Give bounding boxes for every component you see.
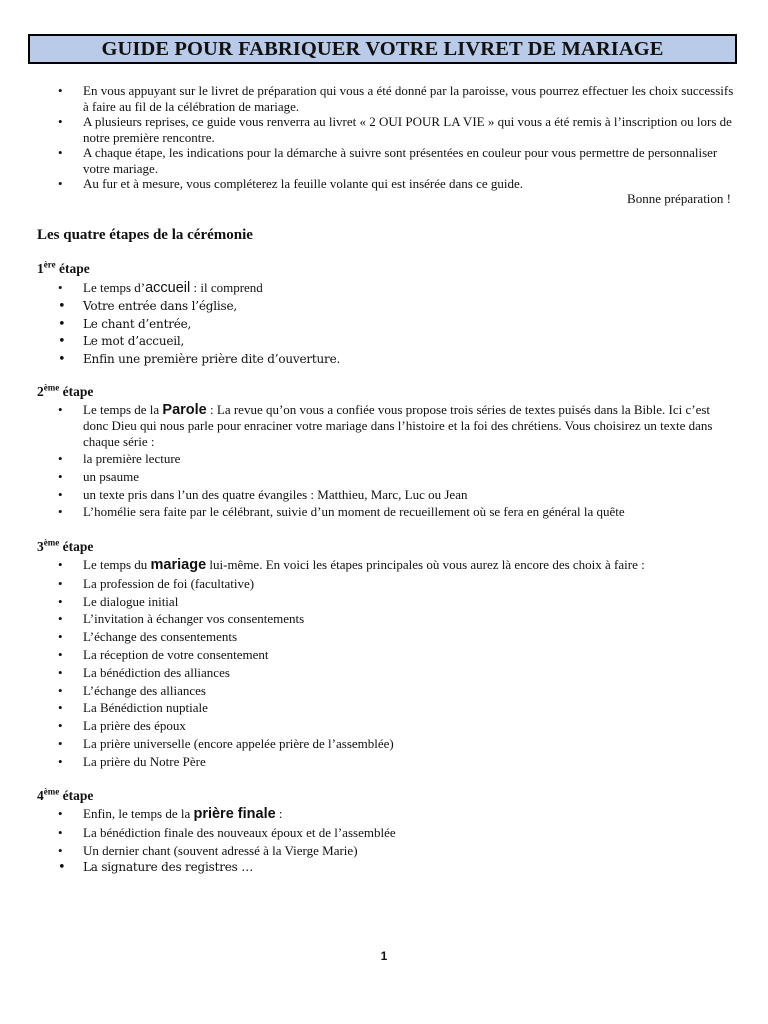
etape-2-list xyxy=(0,402,768,521)
list-item: • L’échange des consentements xyxy=(0,628,768,646)
list-item: • L’échange des alliances xyxy=(0,682,768,700)
list-item: • Votre entrée dans l’église, xyxy=(0,298,768,316)
list-item: • Enfin, le temps de la prière finale : xyxy=(0,805,768,824)
list-item: • Un dernier chant (souvent adressé à la Vierge Marie) xyxy=(0,842,768,860)
list-item: • A plusieurs reprises, ce guide vous renverra au livret « 2 OUI POUR LA VIE » qui vous a été remis à l’inscription ou lors de notre première rencontre. xyxy=(0,114,768,145)
list-item: • Le mot d’accueil, xyxy=(0,333,768,351)
list-item: • La prière des époux xyxy=(0,717,768,735)
etape-heading-4: 4ème étape xyxy=(37,786,94,803)
list-item: • La signature des registres … xyxy=(0,859,768,877)
list-item: • un texte pris dans l’un des quatre évangiles : Matthieu, Marc, Luc ou Jean xyxy=(0,486,768,504)
list-item: • Le temps du mariage lui-même. En voici les étapes principales où vous aurez là encore des choix à faire : xyxy=(0,556,768,575)
list-item: • Le temps de la Parole : La revue qu’on vous a confiée vous propose trois séries de textes puisés dans la Bible. Ici c’est donc Dieu qui nous parle pour enraciner votre mariage dans l’histoire et la foi des chrétiens. Vous choisirez un texte dans chaque série : xyxy=(0,402,768,450)
closing-text: Bonne préparation ! xyxy=(627,191,731,206)
etape-heading-3: 3ème étape xyxy=(37,537,94,554)
list-item: • La Bénédiction nuptiale xyxy=(0,699,768,717)
list-item: • La profession de foi (facultative) xyxy=(0,575,768,593)
page-number: 1 xyxy=(380,949,388,963)
list-item: • Au fur et à mesure, vous compléterez la feuille volante qui est insérée dans ce guide. xyxy=(0,176,768,192)
list-item: • La prière universelle (encore appelée prière de l’assemblée) xyxy=(0,735,768,753)
intro-list xyxy=(0,83,768,192)
list-item: • La bénédiction finale des nouveaux époux et de l’assemblée xyxy=(0,824,768,842)
etape-1-list xyxy=(0,279,768,369)
list-item: • la première lecture xyxy=(0,450,768,468)
etape-4-list xyxy=(0,805,768,877)
etape-heading-2: 2ème étape xyxy=(37,382,94,399)
etape-heading-1: 1ère étape xyxy=(37,259,90,276)
section-title: Les quatre étapes de la cérémonie xyxy=(37,227,253,243)
list-item: • La bénédiction des alliances xyxy=(0,664,768,682)
list-item: • L’homélie sera faite par le célébrant, suivie d’un moment de recueillement où se fera en général la quête xyxy=(0,503,768,521)
list-item: • Le dialogue initial xyxy=(0,593,768,611)
list-item: • Enfin une première prière dite d’ouverture. xyxy=(0,351,768,369)
list-item: • L’invitation à échanger vos consentements xyxy=(0,610,768,628)
etape-3-list xyxy=(0,556,768,771)
list-item: • A chaque étape, les indications pour la démarche à suivre sont présentées en couleur pour vous permettre de personnaliser votre mariage. xyxy=(0,145,768,176)
page-title: GUIDE POUR FABRIQUER VOTRE LIVRET DE MARIAGE xyxy=(28,34,737,64)
list-item: • En vous appuyant sur le livret de préparation qui vous a été donné par la paroisse, vous pourrez effectuer les choix successifs à faire au fil de la célébration de mariage. xyxy=(0,83,768,114)
list-item: • La prière du Notre Père xyxy=(0,753,768,771)
list-item: • Le temps d’accueil : il comprend xyxy=(0,279,768,298)
list-item: • un psaume xyxy=(0,468,768,486)
list-item: • Le chant d’entrée, xyxy=(0,316,768,334)
list-item: • La réception de votre consentement xyxy=(0,646,768,664)
